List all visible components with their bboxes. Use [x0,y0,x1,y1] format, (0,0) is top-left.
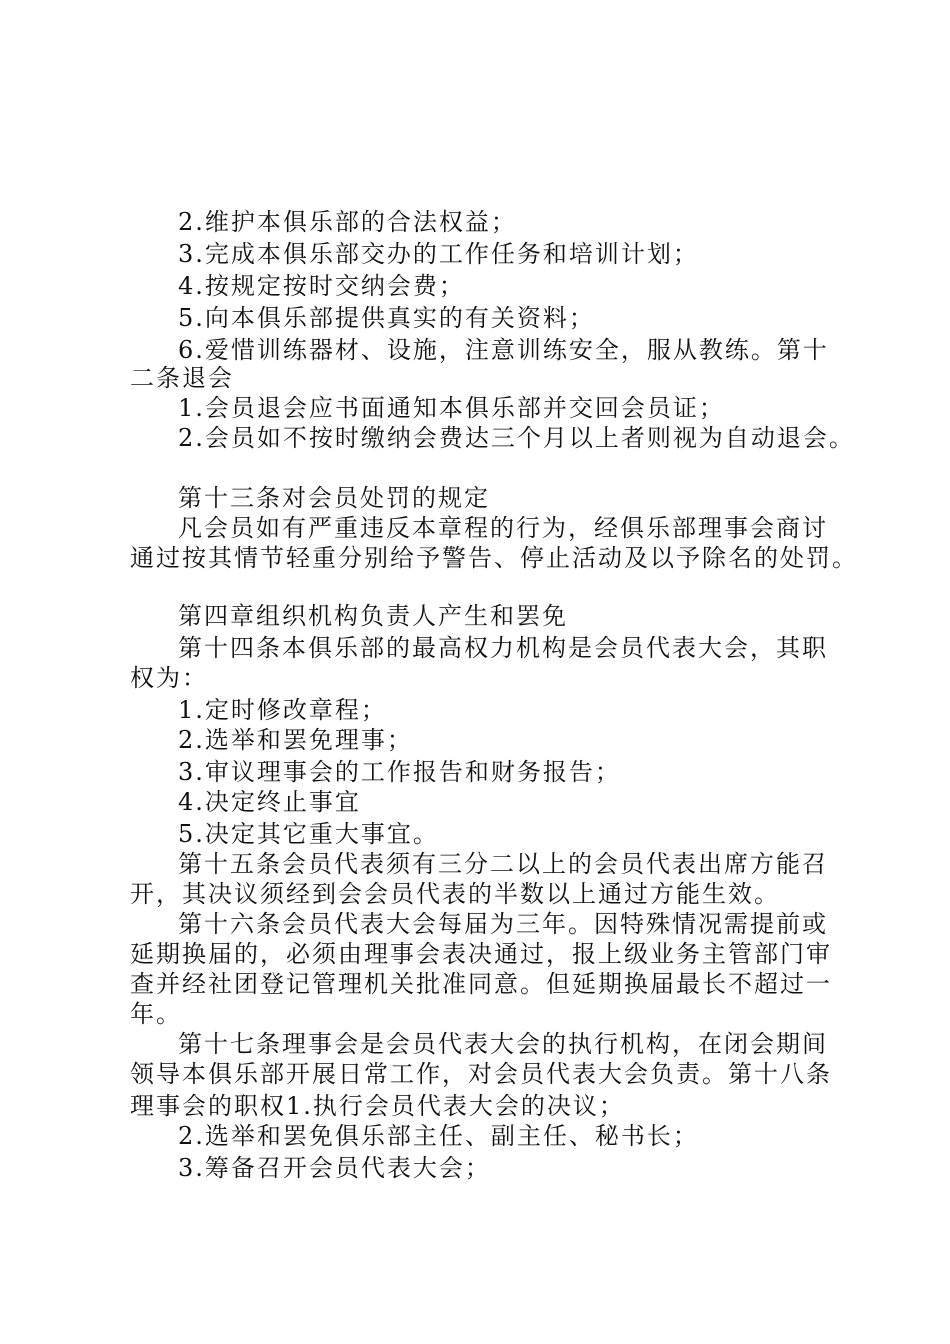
text-line: 延期换届的，必须由理事会表决通过，报上级业务主管部门审 [130,940,832,968]
text-line: 3.完成本俱乐部交办的工作任务和培训计划； [178,240,699,268]
text-line: 第十六条会员代表大会每届为三年。因特殊情况需提前或 [178,910,828,938]
text-line: 3.审议理事会的工作报告和财务报告； [178,758,621,786]
text-line: 4.按规定按时交纳会费； [178,272,465,300]
text-line: 领导本俱乐部开展日常工作，对会员代表大会负责。第十八条 [130,1060,832,1088]
text-line: 第十七条理事会是会员代表大会的执行机构，在闭会期间 [178,1030,828,1058]
chapter-heading: 第四章组织机构负责人产生和罢免 [178,602,568,630]
text-line: 通过按其情节轻重分别给予警告、停止活动及以予除名的处罚。 [130,544,858,572]
text-line: 3.筹备召开会员代表大会； [178,1154,491,1182]
text-line: 理事会的职权1.执行会员代表大会的决议； [130,1092,625,1120]
section-heading: 第十三条对会员处罚的规定 [178,484,490,512]
text-line: 2.维护本俱乐部的合法权益； [178,208,517,236]
text-line: 开，其决议须经到会会员代表的半数以上通过方能生效。 [130,880,780,908]
text-line: 年。 [130,1000,182,1028]
text-line: 2.会员如不按时缴纳会费达三个月以上者则视为自动退会。 [178,424,855,452]
text-line: 查并经社团登记管理机关批准同意。但延期换届最长不超过一 [130,970,832,998]
text-line: 4.决定终止事宜 [178,788,361,816]
text-line: 2.选举和罢免俱乐部主任、副主任、秘书长； [178,1122,699,1150]
text-line: 二条退会 [130,364,234,392]
text-line: 6.爱惜训练器材、设施，注意训练安全，服从教练。第十 [178,336,829,364]
text-line: 1.定时修改章程； [178,696,387,724]
text-line: 第十四条本俱乐部的最高权力机构是会员代表大会，其职 [178,634,828,662]
text-line: 第十五条会员代表须有三分二以上的会员代表出席方能召 [178,850,828,878]
text-line: 5.决定其它重大事宜。 [178,820,439,848]
text-line: 凡会员如有严重违反本章程的行为，经俱乐部理事会商讨 [178,514,828,542]
text-line: 2.选举和罢免理事； [178,726,413,754]
text-line: 5.向本俱乐部提供真实的有关资料； [178,304,595,332]
text-line: 权为： [130,664,208,692]
text-line: 1.会员退会应书面通知本俱乐部并交回会员证； [178,394,725,422]
